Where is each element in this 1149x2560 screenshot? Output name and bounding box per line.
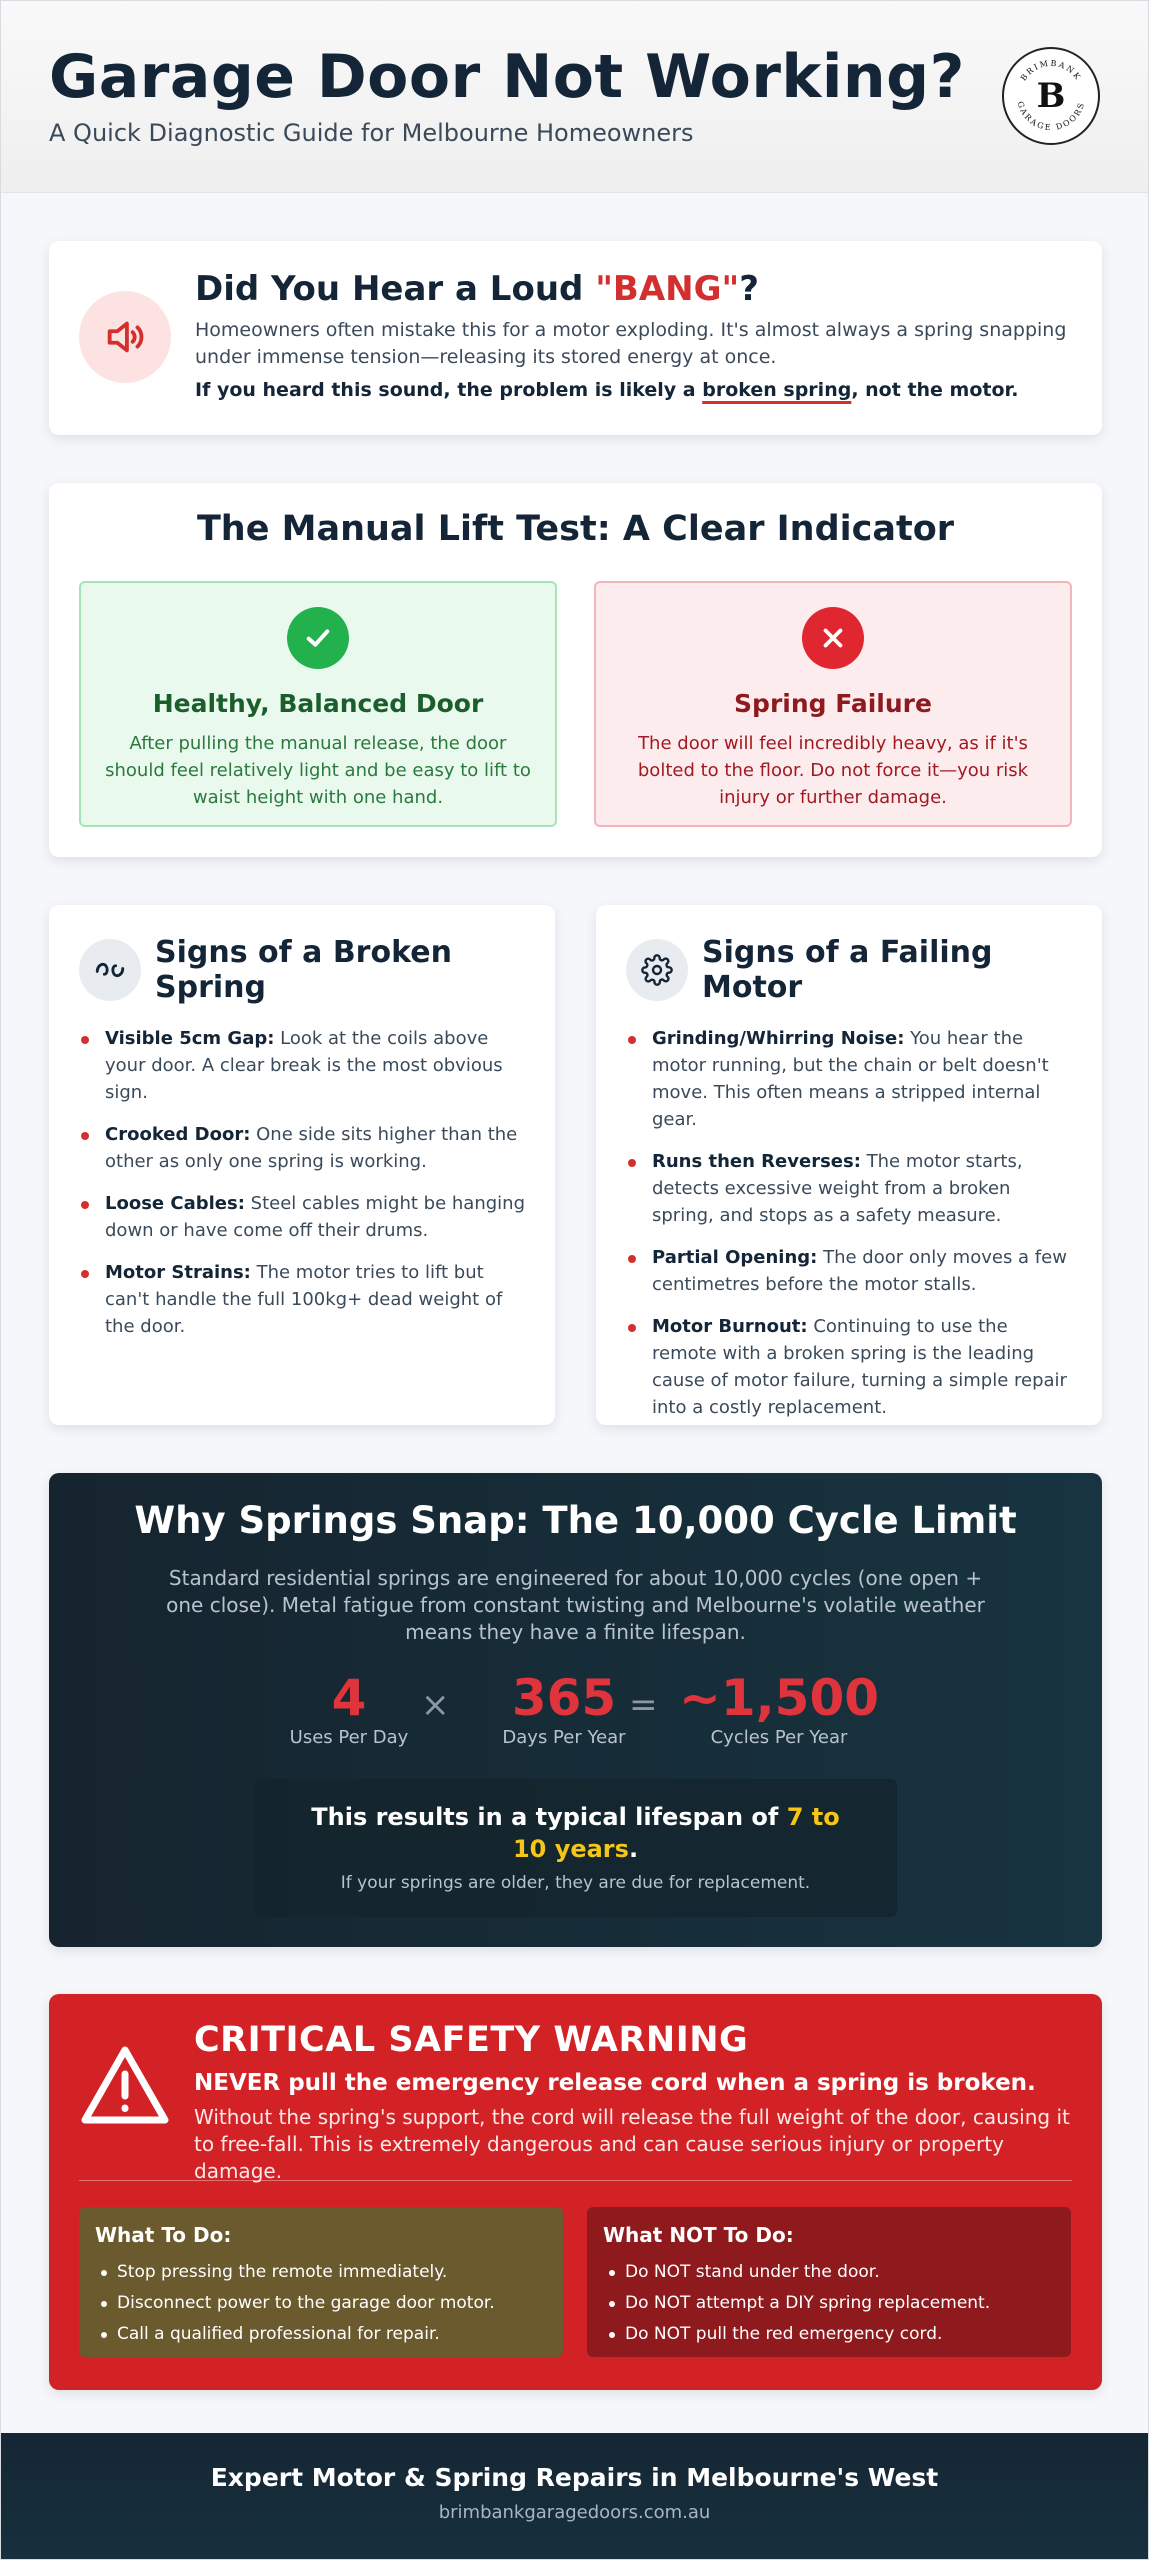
lift-test-title: The Manual Lift Test: A Clear Indicator [196,509,955,549]
spring-failure-panel [594,581,1072,827]
what-to-do-panel [79,2207,563,2357]
healthy-door-panel [79,581,557,827]
footer-url[interactable]: brimbankgaragedoors.com.au [438,2502,711,2523]
bang-title: Did You Hear a Loud "BANG"? [195,269,759,309]
gear-icon [626,939,688,1001]
healthy-door-title: Healthy, Balanced Door [152,689,484,718]
spring-failure-title: Spring Failure [734,689,932,718]
page-title: Garage Door Not Working? [49,42,965,112]
safety-warning-card [49,1994,1102,2390]
list-item: Stop pressing the remote immediately. [95,2257,547,2288]
logo-letter: B [1036,76,1066,116]
x-icon [802,607,864,669]
equals-sign: = [629,1685,658,1725]
check-icon [287,607,349,669]
footer-tagline: Expert Motor & Spring Repairs in Melbourne's West [210,2463,939,2492]
list-item: Do NOT pull the red emergency cord. [603,2319,1055,2350]
list-item: Motor Strains: The motor tries to lift but can't handle the full 100kg+ dead weight of the door. [79,1259,529,1340]
broken-spring-title: Signs of a Broken Spring [155,935,452,1005]
lifespan-note: If your springs are older, they are due for replacement. [340,1873,811,1893]
brand-logo [1002,47,1100,145]
broken-spring-list [79,1025,529,1355]
failing-motor-title: Signs of a Failing Motor [702,935,993,1005]
lift-test-card [49,483,1102,857]
list-item: Partial Opening: The door only moves a few centimetres before the motor stalls. [626,1244,1076,1298]
lifespan-result [254,1779,897,1917]
warning-subtitle: NEVER pull the emergency release cord when a spring is broken. [194,2070,1036,2096]
what-not-to-do-panel [587,2207,1071,2357]
times-sign: × [421,1685,450,1725]
uses-per-day: 4 Uses Per Day [289,1669,409,1748]
list-item: Crooked Door: One side sits higher than the other as only one spring is working. [79,1121,529,1175]
page-subtitle: A Quick Diagnostic Guide for Melbourne Homeowners [49,119,694,147]
bang-highlight: "BANG" [595,269,740,309]
what-not-to-do-title: What NOT To Do: [603,2223,794,2247]
lifespan-statement: This results in a typical lifespan of 7 to 10 years. [311,1803,840,1863]
what-to-do-title: What To Do: [95,2223,232,2247]
days-per-year: 365 Days Per Year [502,1669,626,1748]
list-item: Do NOT stand under the door. [603,2257,1055,2288]
speaker-icon [79,291,171,383]
divider [79,2180,1072,2181]
footer [1,2433,1148,2559]
cycle-limit-title: Why Springs Snap: The 10,000 Cycle Limit [134,1499,1017,1542]
list-item: Motor Burnout: Continuing to use the remote with a broken spring is the leading cause of motor failure, turning a simple repair into a costly replacement. [626,1313,1076,1421]
logo-bottom-text: GARAGE DOORS [1015,100,1087,133]
header [1,1,1148,193]
warning-text: Without the spring's support, the cord will release the full weight of the door, causing it to free-fall. This is extremely dangerous and can cause serious injury or property damage. [194,2105,1070,2183]
bang-conclusion: If you heard this sound, the problem is likely a broken spring, not the motor. [195,379,1019,401]
bang-text: Homeowners often mistake this for a motor exploding. It's almost always a spring snapping under immense tension—releasing its stored energy at once. [195,319,1067,368]
cycle-limit-card [49,1473,1102,1947]
spring-icon [79,939,141,1001]
warning-title: CRITICAL SAFETY WARNING [194,2020,749,2060]
list-item: Disconnect power to the garage door motor. [95,2288,547,2319]
healthy-door-text: After pulling the manual release, the door should feel relatively light and be easy to lift to waist height with one hand. [105,733,531,808]
spring-failure-text: The door will feel incredibly heavy, as if it's bolted to the floor. Do not force it—you risk injury or further damage. [637,733,1029,808]
list-item: Grinding/Whirring Noise: You hear the motor running, but the chain or belt doesn't move. This often means a stripped internal gear. [626,1025,1076,1133]
failing-motor-card [596,905,1102,1425]
list-item: Loose Cables: Steel cables might be hanging down or have come off their drums. [79,1190,529,1244]
cycle-limit-description: Standard residential springs are engineered for about 10,000 cycles (one open + one close). Metal fatigue from constant twisting and Melbourne's volatile weather means they have a finite lifespan. [166,1566,985,1644]
list-item: Runs then Reverses: The motor starts, detects excessive weight from a broken spring, and stops as a safety measure. [626,1148,1076,1229]
bang-card [49,241,1102,435]
list-item: Call a qualified professional for repair. [95,2319,547,2350]
warning-triangle-icon [79,2044,171,2130]
list-item: Visible 5cm Gap: Look at the coils above your door. A clear break is the most obvious sign. [79,1025,529,1106]
broken-spring-card [49,905,555,1425]
list-item: Do NOT attempt a DIY spring replacement. [603,2288,1055,2319]
cycles-per-year: ~1,500 Cycles Per Year [679,1669,880,1748]
logo-top-text: BRIMBANK [1018,58,1084,83]
cycle-calculation [49,1669,1102,1749]
failing-motor-list [626,1025,1076,1436]
